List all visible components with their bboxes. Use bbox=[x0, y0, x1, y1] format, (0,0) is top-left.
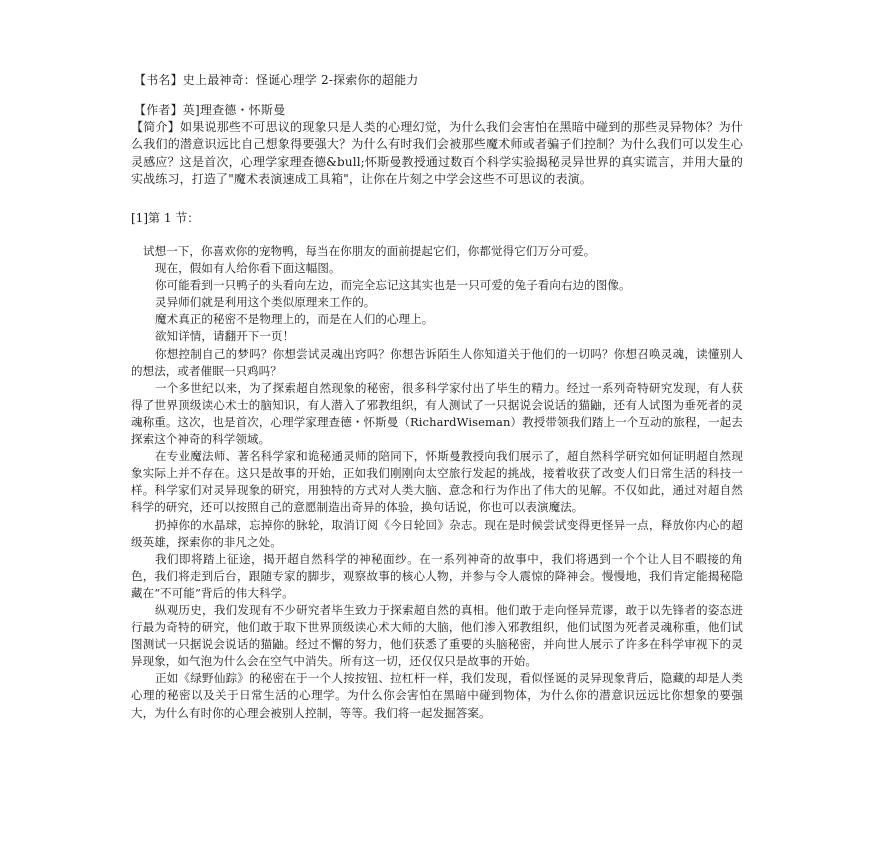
paragraph: 你想控制自己的梦吗？你想尝试灵魂出窍吗？你想告诉陌生人你知道关于他们的一切吗？你想召唤灵魂，读懂别人的想法，或者催眠一只鸡吗？ bbox=[131, 346, 743, 378]
book-title-line: 【书名】史上最神奇：怪诞心理学 2-探索你的超能力 bbox=[134, 73, 419, 87]
document-page bbox=[131, 0, 743, 842]
book-intro: 【简介】如果说那些不可思议的现象只是人类的心理幻觉，为什么我们会害怕在黑暗中碰到的那些灵异物体？为什么我们的潜意识远比自己想象得要强大？为什么有时我们会被那些魔术师或者骗子们控制？为什么我们可以发生心灵感应？这是首次，心理学家理查德&bull;怀斯曼教授通过数百个科学实验揭秘灵异世界的真实谎言，并用大量的实战练习，打造了"魔术表演速成工具箱"，让你在片刻之中学会这些不可思议的表演。 bbox=[131, 120, 743, 187]
paragraph: 你可能看到一只鸭子的头看向左边，而完全忘记这其实也是一只可爱的兔子看向右边的图像。 bbox=[155, 278, 631, 293]
paragraph: 纵观历史，我们发现有不少研究者毕生致力于探索超自然的真相。他们敢于走向怪异荒谬，敢于以先锋者的姿态进行最为奇特的研究，他们敢于取下世界顶级读心术大师的大脑，他们渗入邪教组织，他们试图为死者灵魂称重，他们试图测试一只据说会说话的猫鼬。经过不懈的努力，他们获悉了重要的头脑秘密，并向世人展示了许多在科学审视下的灵异现象，如气泡为什么会在空气中消失。所有这一切，还仅仅只是故事的开始。 bbox=[131, 602, 743, 669]
paragraph: 我们即将踏上征途，揭开超自然科学的神秘面纱。在一系列神奇的故事中，我们将遇到一个个让人目不暇接的角色，我们将走到后台，跟随专家的脚步，观察故事的核心人物，并参与令人震惊的降神会。慢慢地，我们肯定能揭秘隐藏在“不可能”背后的伟大科学。 bbox=[131, 551, 743, 600]
paragraph: 在专业魔法师、著名科学家和诡秘通灵师的陪同下，怀斯曼教授向我们展示了，超自然科学研究如何证明超自然现象实际上并不存在。这只是故事的开始，正如我们刚刚向太空旅行发起的挑战，接着收获了改变人们日常生活的科技一样。科学家们对灵异现象的研究，用独特的方式对人类大脑、意念和行为作出了伟大的见解。不仅如此，通过对超自然科学的研究，还可以按照自己的意愿制造出奇异的体验，换句话说，你也可以表演魔法。 bbox=[131, 449, 743, 515]
paragraph: 一个多世纪以来，为了探索超自然现象的秘密，很多科学家付出了毕生的精力。经过一系列奇特研究发现，有人获得了世界顶级读心术士的脑知识，有人潜入了邪教组织，有人测试了一只据说会说话的猫鼬，还有人试图为垂死者的灵魂称重。这次，也是首次，心理学家理查德・怀斯曼（RichardWiseman）教授带领我们踏上一个互动的旅程，一起去探索这个神奇的科学领域。 bbox=[131, 380, 743, 447]
section-body bbox=[131, 243, 743, 722]
paragraph: 现在，假如有人给你看下面这幅图。 bbox=[155, 261, 341, 276]
paragraph: 正如《绿野仙踪》的秘密在于一个人按按钮、拉杠杆一样，我们发现，看似怪诞的灵异现象背后，隐藏的却是人类心理的秘密以及关于日常生活的心理学。为什么你会害怕在黑暗中碰到物体，为什么你的潜意识远远比你想象的要强大，为什么有时你的心理会被别人控制，等等。我们将一起发掘答案。 bbox=[131, 671, 743, 720]
paragraph: 扔掉你的水晶球，忘掉你的脉轮，取消订阅《今日轮回》杂志。现在是时候尝试变得更怪异一点，释放你内心的超级英雄，探索你的非凡之处。 bbox=[131, 517, 743, 549]
paragraph: 欲知详情，请翻开下一页！ bbox=[155, 329, 295, 344]
paragraph: 试想一下，你喜欢你的宠物鸭，每当在你朋友的面前提起它们，你都觉得它们万分可爱。 bbox=[143, 244, 596, 258]
paragraph: 魔术真正的秘密不是物理上的，而是在人们的心理上。 bbox=[155, 312, 434, 327]
author-line: 【作者】英]理查德・怀斯曼 bbox=[134, 103, 286, 117]
paragraph: 灵异师们就是利用这个类似原理来工作的。 bbox=[155, 295, 376, 310]
section-heading: [1]第 1 节： bbox=[131, 211, 200, 225]
